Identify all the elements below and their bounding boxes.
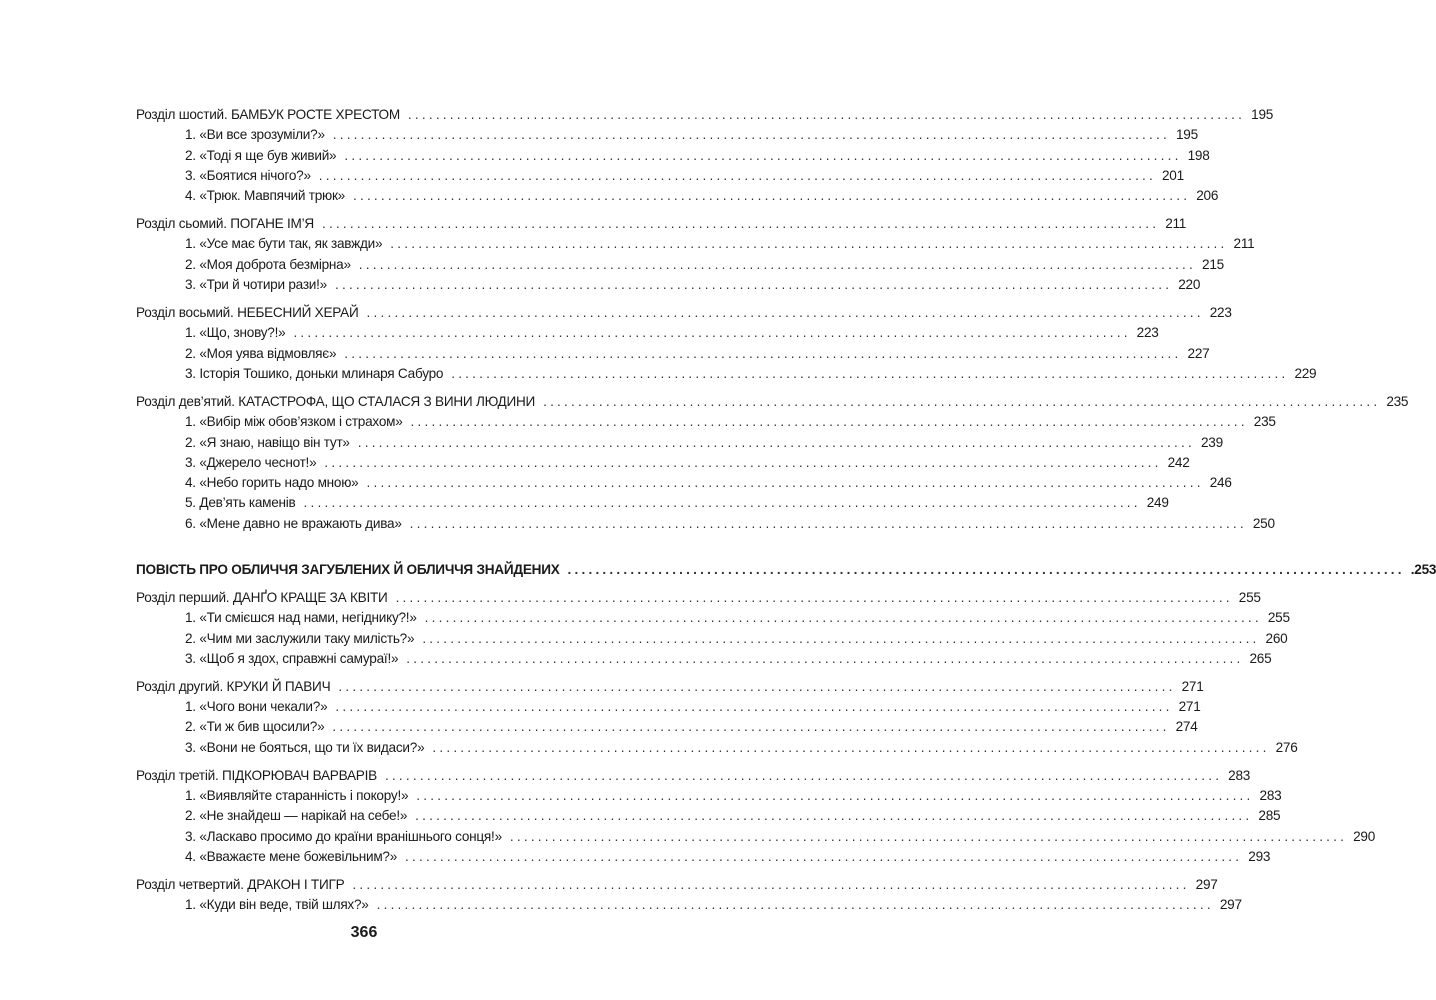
dot-leader: ........................................................................................................................: [432, 739, 1270, 755]
subchapter-entry-title: 1. «Усе має бути так, як завжди»: [185, 236, 383, 252]
chapter-section: [136, 107, 1274, 208]
dot-leader: ........................................................................................................................: [318, 167, 1156, 183]
subchapter-entry-page-number: 250: [1252, 515, 1275, 531]
chapter-section: [136, 393, 1409, 536]
subchapter-entry[interactable]: [136, 495, 1169, 515]
chapter-entry-page-number: 255: [1238, 589, 1261, 605]
chapter-entry[interactable]: [136, 216, 1187, 236]
chapter-entry[interactable]: [136, 678, 1204, 699]
subchapter-entry-title: 1. «Виявляйте старанність і покору!»: [185, 788, 409, 804]
chapter-entry[interactable]: [136, 393, 1409, 414]
chapter-entry-page-number: 223: [1209, 305, 1232, 321]
chapter-entry-page-number: 235: [1386, 393, 1409, 409]
subchapter-entry[interactable]: [136, 719, 1198, 739]
chapter-section: [136, 678, 1298, 760]
subchapter-entry[interactable]: [136, 808, 1281, 828]
dot-leader: ........................................................................................................................: [407, 107, 1246, 122]
dot-leader: ........................................................................................................................: [332, 127, 1170, 143]
subchapter-entry-title: 3. «Щоб я здох, справжні самураї!»: [185, 650, 399, 666]
subchapter-entry-page-number: 239: [1200, 434, 1223, 450]
dot-leader: ........................................................................................................................: [395, 589, 1233, 605]
subchapter-entry-page-number: 265: [1249, 650, 1272, 666]
subchapter-entry-page-number: 274: [1175, 719, 1198, 735]
subchapter-entry[interactable]: [136, 897, 1242, 917]
dot-leader: ........................................................................................................................: [410, 414, 1248, 430]
chapter-entry[interactable]: [136, 589, 1261, 610]
subchapter-entry-title: 3. «Джерело чеснот!»: [185, 454, 317, 470]
subchapter-entry-page-number: 235: [1253, 414, 1276, 430]
chapter-section: [136, 589, 1290, 671]
dot-leader: ........................................................................................................................: [335, 277, 1173, 293]
subchapter-entry-title: 2. «Тоді я ще був живий»: [185, 147, 337, 163]
dot-leader: ........................................................................................................................: [567, 562, 1405, 577]
chapter-entry[interactable]: [136, 107, 1274, 127]
subchapter-entry-page-number: 290: [1353, 828, 1376, 844]
subchapter-entry-title: 1. «Вибір між обов’язком і страхом»: [185, 414, 403, 430]
chapter-entry-title: Розділ восьмий. НЕБЕСНИЙ ХЕРАЙ: [136, 305, 359, 321]
subchapter-entry[interactable]: [136, 188, 1219, 208]
subchapter-entry-title: 3. «Боятися нічого?»: [185, 167, 311, 183]
chapter-entry-title: Розділ перший. ДАНҐО КРАЩЕ ЗА КВІТИ: [136, 589, 388, 605]
subchapter-entry-page-number: 229: [1294, 365, 1317, 381]
subchapter-entry-page-number: 276: [1275, 739, 1298, 755]
dot-leader: ........................................................................................................................: [352, 876, 1190, 892]
dot-leader: ........................................................................................................................: [409, 515, 1247, 531]
subchapter-entry[interactable]: [136, 127, 1198, 147]
subchapter-entry[interactable]: [136, 788, 1282, 808]
chapter-entry-title: Розділ дев’ятий. КАТАСТРОФА, ЩО СТАЛАСЯ З ВИНИ ЛЮДИНИ: [136, 393, 536, 409]
subchapter-entry-title: 3. «Вони не бояться, що ти їх видаси?»: [185, 739, 425, 755]
subchapter-entry-page-number: 285: [1258, 808, 1281, 824]
subchapter-entry-page-number: 195: [1175, 127, 1198, 143]
subchapter-entry-title: 1. «Куди він веде, твій шлях?»: [185, 897, 369, 913]
part-heading-title: ПОВІСТЬ ПРО ОБЛИЧЧЯ ЗАГУБЛЕНИХ Й ОБЛИЧЧЯ ЗНАЙДЕНИХ: [136, 562, 560, 577]
chapter-entry-page-number: 283: [1228, 767, 1251, 783]
subchapter-entry-page-number: 206: [1196, 188, 1219, 204]
chapter-entry-title: Розділ четвертий. ДРАКОН І ТИГР: [136, 876, 345, 892]
dot-leader: ........................................................................................................................: [422, 630, 1260, 646]
chapter-section: [136, 876, 1242, 918]
subchapter-entry[interactable]: [136, 454, 1190, 475]
dot-leader: ........................................................................................................................: [332, 719, 1170, 735]
dot-leader: ........................................................................................................................: [415, 808, 1253, 824]
subchapter-entry-title: 6. «Мене давно не вражають дива»: [185, 515, 402, 531]
subchapter-entry-title: 2. «Чим ми заслужили таку милість?»: [185, 630, 415, 646]
dot-leader: ........................................................................................................................: [335, 699, 1173, 715]
subchapter-entry-title: 1. «Що, знову?!»: [185, 325, 286, 341]
subchapter-entry-title: 3. «Три й чотири рази!»: [185, 277, 327, 293]
chapter-entry[interactable]: [136, 767, 1251, 788]
subchapter-entry-title: 4. «Трюк. Мавпячий трюк»: [185, 188, 345, 204]
subchapter-entry[interactable]: [136, 515, 1275, 536]
dot-leader: ........................................................................................................................: [451, 365, 1289, 381]
subchapter-entry-page-number: 201: [1162, 167, 1184, 183]
subchapter-entry-page-number: 211: [1233, 236, 1255, 252]
chapter-entry-page-number: 297: [1195, 876, 1218, 892]
subchapter-entry[interactable]: [136, 167, 1184, 188]
page-number: 366: [350, 924, 378, 941]
subchapter-entry-page-number: 223: [1136, 325, 1159, 341]
subchapter-entry-title: 1. «Ви все зрозуміли?»: [185, 127, 325, 143]
subchapter-entry[interactable]: [136, 699, 1201, 719]
table-of-contents: [136, 107, 1436, 918]
subchapter-entry-page-number: 220: [1178, 277, 1201, 293]
subchapter-entry-page-number: 227: [1187, 345, 1210, 361]
subchapter-entry-title: 4. «Небо горить надо мною»: [185, 475, 359, 491]
subchapter-entry-title: 1. «Ти смієшся над нами, негіднику?!»: [185, 610, 417, 626]
dot-leader: ........................................................................................................................: [324, 454, 1162, 470]
dot-leader: ........................................................................................................................: [338, 678, 1176, 694]
subchapter-entry-title: 2. «Ти ж бив щосили?»: [185, 719, 325, 735]
chapter-entry[interactable]: [136, 876, 1218, 897]
chapter-entry-title: Розділ третій. ПІДКОРЮВАЧ ВАРВАРІВ: [136, 767, 377, 783]
dot-leader: ........................................................................................................................: [384, 767, 1223, 783]
subchapter-entry[interactable]: [136, 147, 1210, 168]
dot-leader: ........................................................................................................................: [390, 236, 1228, 252]
chapter-entry-page-number: 271: [1181, 678, 1204, 694]
subchapter-entry-title: 2. «Моя доброта безмірна»: [185, 256, 351, 272]
subchapter-entry[interactable]: [136, 475, 1232, 495]
dot-leader: ........................................................................................................................: [543, 393, 1381, 409]
subchapter-entry[interactable]: [136, 739, 1298, 760]
subchapter-entry[interactable]: [136, 848, 1271, 869]
subchapter-entry-page-number: 198: [1187, 147, 1210, 163]
subchapter-entry-title: 3. Історія Тошико, доньки млинаря Сабуро: [185, 365, 444, 381]
dot-leader: ........................................................................................................................: [293, 325, 1131, 341]
subchapter-entry-page-number: 246: [1209, 475, 1232, 491]
dot-leader: ........................................................................................................................: [405, 848, 1243, 864]
dot-leader: ........................................................................................................................: [416, 788, 1254, 804]
dot-leader: ........................................................................................................................: [366, 305, 1204, 321]
subchapter-entry[interactable]: [136, 345, 1210, 366]
dot-leader: ........................................................................................................................: [376, 897, 1214, 913]
subchapter-entry[interactable]: [136, 236, 1255, 256]
subchapter-entry-page-number: 283: [1259, 788, 1282, 804]
subchapter-entry[interactable]: [136, 630, 1288, 651]
dot-leader: ........................................................................................................................: [353, 188, 1191, 204]
dot-leader: ........................................................................................................................: [406, 650, 1244, 666]
dot-leader: ........................................................................................................................: [321, 216, 1160, 232]
dot-leader: ........................................................................................................................: [424, 610, 1262, 626]
dot-leader: ........................................................................................................................: [344, 345, 1182, 361]
subchapter-entry[interactable]: [136, 610, 1290, 630]
dot-leader: ........................................................................................................................: [509, 828, 1348, 844]
dot-leader: ........................................................................................................................: [366, 475, 1204, 491]
chapter-entry[interactable]: [136, 305, 1232, 325]
chapter-section: [136, 767, 1376, 869]
subchapter-entry-page-number: 242: [1167, 454, 1190, 470]
subchapter-entry[interactable]: [136, 325, 1159, 345]
part-section: [136, 562, 1436, 582]
subchapter-entry[interactable]: [136, 650, 1272, 671]
subchapter-entry-title: 4. «Вважаєте мене божевільним?»: [185, 848, 398, 864]
subchapter-entry-title: 1. «Чого вони чекали?»: [185, 699, 328, 715]
subchapter-entry-page-number: 255: [1267, 610, 1290, 626]
dot-leader: ........................................................................................................................: [357, 434, 1195, 450]
dot-leader: ........................................................................................................................: [303, 495, 1141, 511]
chapter-entry-title: Розділ сьомий. ПОГАНЕ ІМ’Я: [136, 216, 314, 232]
subchapter-entry-page-number: 249: [1146, 495, 1169, 511]
subchapter-entry-page-number: 297: [1219, 897, 1242, 913]
subchapter-entry-title: 2. «Не знайдеш — нарікай на себе!»: [185, 808, 408, 824]
chapter-section: [136, 305, 1317, 386]
chapter-entry-page-number: 211: [1165, 216, 1187, 232]
subchapter-entry-title: 2. «Я знаю, навіщо він тут»: [185, 434, 350, 450]
subchapter-entry-title: 2. «Моя уява відмовляє»: [185, 345, 337, 361]
part-heading[interactable]: [136, 562, 1436, 582]
chapter-entry-page-number: 195: [1251, 107, 1274, 122]
chapter-section: [136, 216, 1255, 297]
subchapter-entry[interactable]: [136, 828, 1376, 849]
subchapter-entry-page-number: 215: [1202, 256, 1224, 272]
part-heading-page-number: .253: [1410, 562, 1436, 577]
subchapter-entry[interactable]: [136, 277, 1201, 297]
subchapter-entry-page-number: 293: [1248, 848, 1271, 864]
subchapter-entry-page-number: 271: [1178, 699, 1201, 715]
subchapter-entry-title: 3. «Ласкаво просимо до країни вранішнього сонця!»: [185, 828, 502, 844]
chapter-entry-title: Розділ другий. КРУКИ Й ПАВИЧ: [136, 678, 331, 694]
subchapter-entry[interactable]: [136, 256, 1224, 277]
chapter-entry-title: Розділ шостий. БАМБУК РОСТЕ ХРЕСТОМ: [136, 107, 400, 122]
subchapter-entry-title: 5. Дев’ять каменів: [185, 495, 296, 511]
dot-leader: ........................................................................................................................: [344, 147, 1182, 163]
subchapter-entry[interactable]: [136, 414, 1276, 434]
subchapter-entry[interactable]: [136, 365, 1317, 386]
subchapter-entry-page-number: 260: [1265, 630, 1288, 646]
subchapter-entry[interactable]: [136, 434, 1223, 455]
dot-leader: ........................................................................................................................: [358, 256, 1197, 272]
